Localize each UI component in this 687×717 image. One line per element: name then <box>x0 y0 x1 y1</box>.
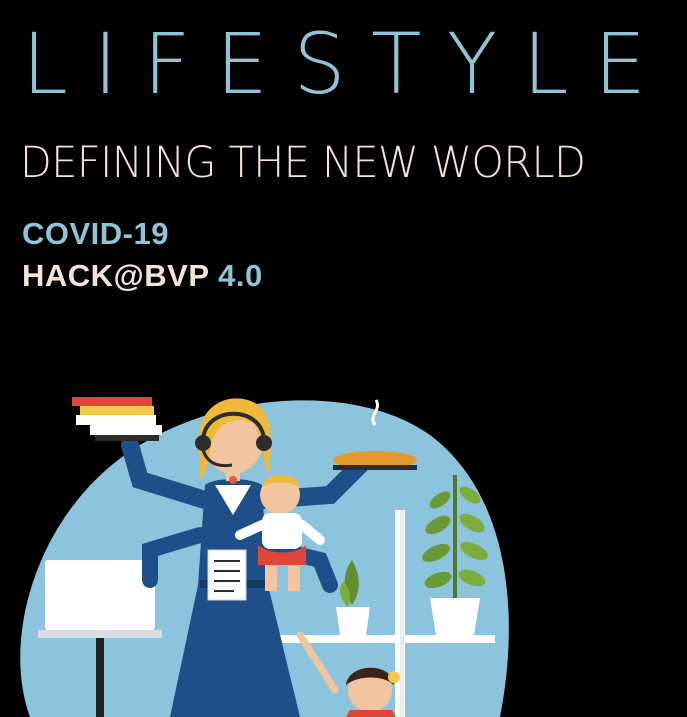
event-name: HACK@BVP <box>22 258 209 293</box>
clipboard-icon <box>208 550 246 600</box>
event-label <box>22 258 263 294</box>
book-stack-icon <box>72 397 162 441</box>
poster-title: LIFESTYLE <box>22 15 672 113</box>
event-version: 4.0 <box>218 258 263 293</box>
poster-subtitle: DEFINING THE NEW WORLD <box>20 138 586 188</box>
topic-label: COVID-19 <box>22 216 169 251</box>
multitasking-mother-illustration-icon <box>0 385 520 717</box>
